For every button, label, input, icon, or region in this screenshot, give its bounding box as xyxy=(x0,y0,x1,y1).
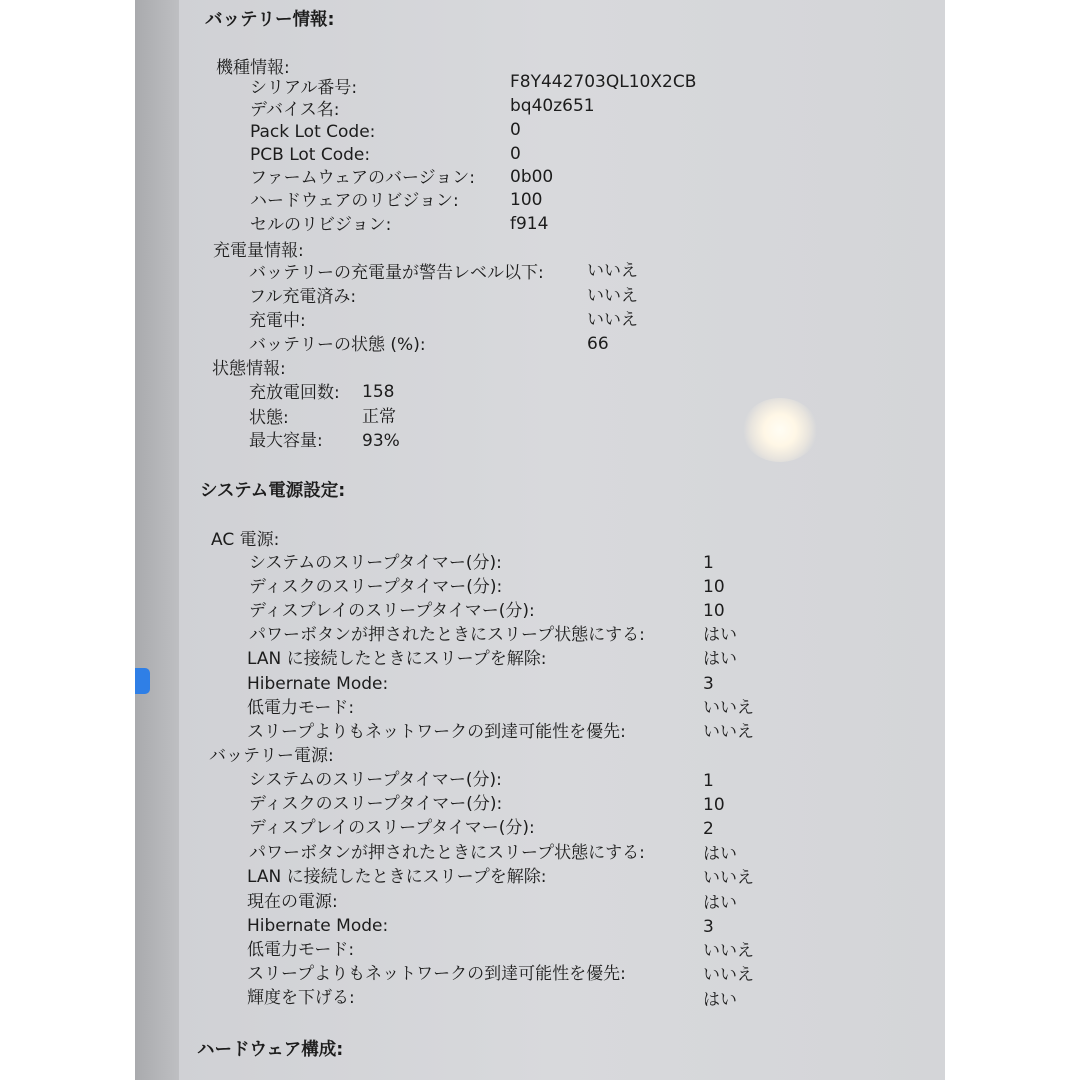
battery-section-title: バッテリー情報: xyxy=(205,10,335,30)
charge-info-title: 充電量情報: xyxy=(213,241,304,261)
hardware-config-title: ハードウェア構成: xyxy=(197,1040,344,1060)
ac-power-button-sleep-label: パワーボタンが押されたときにスリープ状態にする: xyxy=(249,625,645,645)
serial-number-value: F8Y442703QL10X2CB xyxy=(510,72,697,92)
batt-current-source-value: はい xyxy=(703,893,737,913)
fully-charged-value: いいえ xyxy=(587,286,638,306)
battery-state-percent-label: バッテリーの状態 (%): xyxy=(249,335,426,355)
cycle-count-label: 充放電回数: xyxy=(249,383,340,403)
ac-display-sleep-value: 10 xyxy=(703,601,725,621)
ac-display-sleep-label: ディスプレイのスリープタイマー(分): xyxy=(249,601,535,621)
ac-low-power-mode-label: 低電力モード: xyxy=(247,698,355,718)
charging-label: 充電中: xyxy=(249,311,306,331)
batt-power-button-sleep-value: はい xyxy=(703,844,737,864)
batt-network-priority-value: いいえ xyxy=(703,965,754,985)
cycle-count-value: 158 xyxy=(362,382,395,402)
max-capacity-label: 最大容量: xyxy=(249,431,323,451)
ac-power-title: AC 電源: xyxy=(211,530,280,550)
model-info-title: 機種情報: xyxy=(216,58,290,78)
batt-low-power-mode-label: 低電力モード: xyxy=(247,940,355,960)
batt-network-priority-label: スリープよりもネットワークの到達可能性を優先: xyxy=(247,964,626,984)
ac-wake-on-lan-label: LAN に接続したときにスリープを解除: xyxy=(247,649,547,669)
ac-power-button-sleep-value: はい xyxy=(703,625,737,645)
ac-network-priority-label: スリープよりもネットワークの到達可能性を優先: xyxy=(247,722,626,742)
batt-disk-sleep-label: ディスクのスリープタイマー(分): xyxy=(249,794,503,814)
battery-power-title: バッテリー電源: xyxy=(209,746,334,766)
fully-charged-label: フル充電済み: xyxy=(249,287,357,307)
ac-hibernate-mode-label: Hibernate Mode: xyxy=(247,674,389,694)
pack-lot-code-value: 0 xyxy=(510,120,521,140)
cell-revision-value: f914 xyxy=(510,214,549,234)
cell-revision-label: セルのリビジョン: xyxy=(250,215,392,235)
hardware-revision-label: ハードウェアのリビジョン: xyxy=(250,191,459,211)
batt-display-sleep-label: ディスプレイのスリープタイマー(分): xyxy=(249,818,535,838)
health-info-title: 状態情報: xyxy=(212,359,286,379)
ac-hibernate-mode-value: 3 xyxy=(703,674,714,694)
condition-value: 正常 xyxy=(362,407,396,427)
ac-system-sleep-value: 1 xyxy=(703,553,714,573)
batt-wake-on-lan-value: いいえ xyxy=(703,868,754,888)
batt-wake-on-lan-label: LAN に接続したときにスリープを解除: xyxy=(247,867,547,887)
ac-disk-sleep-label: ディスクのスリープタイマー(分): xyxy=(249,577,503,597)
battery-state-percent-value: 66 xyxy=(587,334,609,354)
sidebar-selection-marker[interactable] xyxy=(135,668,150,694)
light-glare xyxy=(742,398,818,462)
low-charge-warning-value: いいえ xyxy=(587,261,638,281)
device-name-value: bq40z651 xyxy=(510,96,595,116)
ac-network-priority-value: いいえ xyxy=(703,722,754,742)
batt-system-sleep-label: システムのスリープタイマー(分): xyxy=(249,770,502,790)
batt-display-sleep-value: 2 xyxy=(703,819,714,839)
firmware-version-label: ファームウェアのバージョン: xyxy=(250,168,476,188)
batt-hibernate-mode-label: Hibernate Mode: xyxy=(247,916,389,936)
batt-low-power-mode-value: いいえ xyxy=(703,941,754,961)
charging-value: いいえ xyxy=(587,310,638,330)
batt-reduce-brightness-value: はい xyxy=(703,990,737,1010)
power-settings-title: システム電源設定: xyxy=(200,481,346,501)
serial-number-label: シリアル番号: xyxy=(250,78,358,98)
ac-wake-on-lan-value: はい xyxy=(703,649,737,669)
max-capacity-value: 93% xyxy=(362,431,400,451)
device-name-label: デバイス名: xyxy=(250,100,340,120)
low-charge-warning-label: バッテリーの充電量が警告レベル以下: xyxy=(249,263,544,283)
hardware-revision-value: 100 xyxy=(510,190,543,210)
ac-disk-sleep-value: 10 xyxy=(703,577,725,597)
batt-system-sleep-value: 1 xyxy=(703,771,714,791)
batt-hibernate-mode-value: 3 xyxy=(703,917,714,937)
batt-current-source-label: 現在の電源: xyxy=(247,892,338,912)
pcb-lot-code-label: PCB Lot Code: xyxy=(250,145,371,165)
batt-power-button-sleep-label: パワーボタンが押されたときにスリープ状態にする: xyxy=(249,843,645,863)
pcb-lot-code-value: 0 xyxy=(510,144,521,164)
condition-label: 状態: xyxy=(249,408,289,428)
batt-disk-sleep-value: 10 xyxy=(703,795,725,815)
firmware-version-value: 0b00 xyxy=(510,167,554,187)
ac-system-sleep-label: システムのスリープタイマー(分): xyxy=(249,553,502,573)
ac-low-power-mode-value: いいえ xyxy=(703,698,754,718)
sidebar-edge xyxy=(135,0,179,1080)
batt-reduce-brightness-label: 輝度を下げる: xyxy=(247,988,355,1008)
pack-lot-code-label: Pack Lot Code: xyxy=(250,122,376,142)
